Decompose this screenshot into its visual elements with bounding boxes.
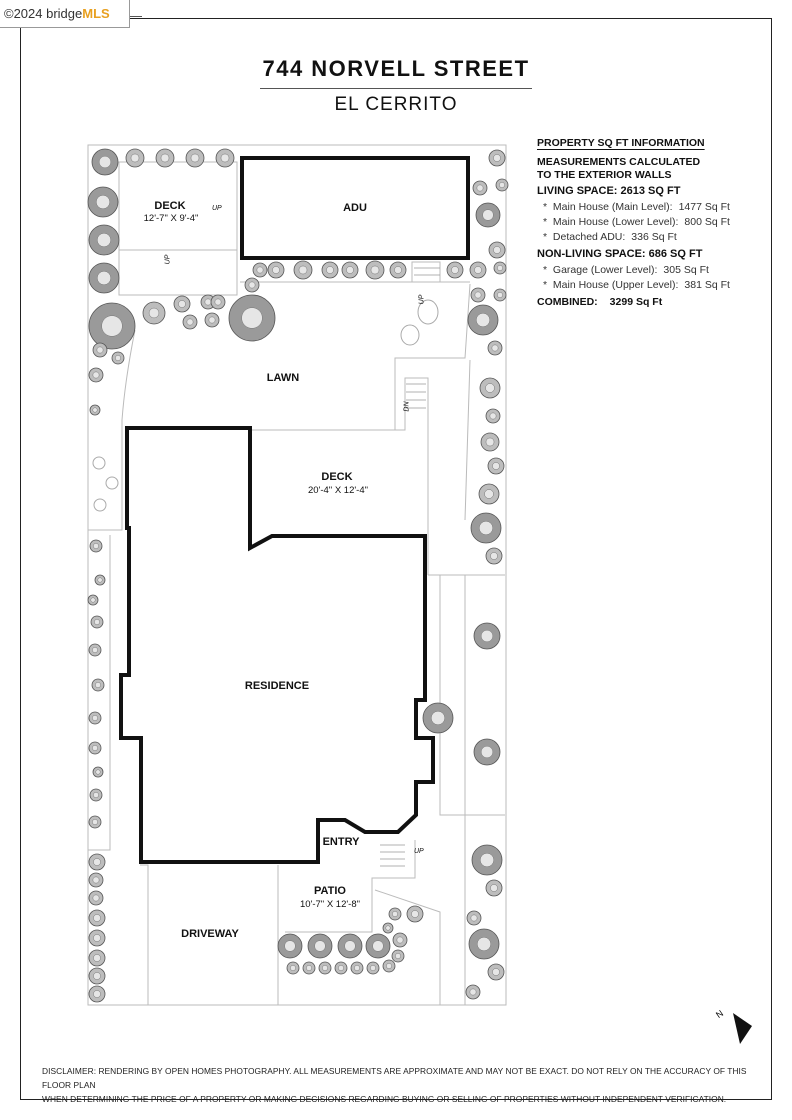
plant-icon bbox=[89, 368, 103, 382]
plant-icon bbox=[472, 845, 502, 875]
plant-icon bbox=[183, 315, 197, 329]
plant-icon bbox=[303, 962, 315, 974]
residence-outline bbox=[121, 428, 433, 862]
plant-icon bbox=[174, 296, 190, 312]
plant-icon bbox=[469, 929, 499, 959]
plant-icon bbox=[335, 962, 347, 974]
deck-stair-dn: DN bbox=[403, 401, 411, 412]
plant-icon bbox=[89, 712, 101, 724]
plant-icon bbox=[92, 679, 104, 691]
deck-top-label: DECK bbox=[154, 200, 186, 212]
combined-value: 3299 Sq Ft bbox=[609, 296, 663, 308]
disclaimer bbox=[42, 1064, 752, 1106]
plant-icon bbox=[278, 934, 302, 958]
patio-label: PATIO bbox=[314, 885, 346, 897]
plant-icon bbox=[322, 262, 338, 278]
plant-icon bbox=[466, 985, 480, 999]
deck-top-up: UP bbox=[212, 205, 222, 212]
living-item: * Main House (Lower Level): 800 Sq Ft bbox=[543, 216, 730, 228]
plant-icon bbox=[488, 341, 502, 355]
nonliving-item: * Garage (Lower Level): 305 Sq Ft bbox=[543, 264, 709, 276]
compass-arrow-icon bbox=[714, 1008, 752, 1044]
plant-icon bbox=[423, 703, 453, 733]
plant-icon bbox=[474, 739, 500, 765]
combined-label: COMBINED: bbox=[537, 296, 598, 308]
living-item-label: Main House (Lower Level): bbox=[552, 216, 679, 228]
combined-total bbox=[537, 296, 730, 309]
nonliving-space-title: NON-LIVING SPACE: 686 SQ FT bbox=[537, 248, 703, 260]
living-item-value: 336 Sq Ft bbox=[631, 231, 677, 243]
plant-icon bbox=[245, 278, 259, 292]
plant-icon bbox=[494, 289, 506, 301]
plant-icon bbox=[494, 262, 506, 274]
entry-up: UP bbox=[414, 848, 424, 855]
plant-icon bbox=[489, 242, 505, 258]
path-up: UP bbox=[418, 294, 426, 305]
plant-icon bbox=[479, 484, 499, 504]
sq-ft-info-panel bbox=[537, 137, 730, 309]
plant-icon bbox=[93, 343, 107, 357]
plant-icon bbox=[342, 262, 358, 278]
plant-icon bbox=[89, 968, 105, 984]
plant-icon bbox=[480, 378, 500, 398]
plant-icon bbox=[338, 934, 362, 958]
plant-icon bbox=[489, 150, 505, 166]
deck-top-up-2: UP bbox=[164, 254, 172, 265]
plant-icon bbox=[351, 962, 363, 974]
living-item-label: Detached ADU: bbox=[552, 231, 626, 243]
plant-icon bbox=[468, 305, 498, 335]
deck-main-label: DECK bbox=[321, 471, 353, 483]
plant-icon bbox=[216, 149, 234, 167]
site-lines bbox=[88, 162, 505, 1005]
plant-icon bbox=[383, 960, 395, 972]
plant-icon bbox=[89, 854, 105, 870]
plant-icon bbox=[90, 405, 100, 415]
plant-icon bbox=[253, 263, 267, 277]
nonliving-item-value: 305 Sq Ft bbox=[663, 264, 709, 276]
plant-icon bbox=[389, 908, 401, 920]
plant-icon bbox=[393, 933, 407, 947]
plant-icon bbox=[488, 964, 504, 980]
living-item: * Detached ADU: 336 Sq Ft bbox=[543, 231, 677, 243]
watermark-brand: MLS bbox=[82, 6, 110, 21]
plant-icon bbox=[89, 816, 101, 828]
info-header: PROPERTY SQ FT INFORMATION bbox=[537, 137, 705, 149]
entry-label: ENTRY bbox=[322, 836, 360, 848]
disclaimer-line1: DISCLAIMER: RENDERING BY OPEN HOMES PHOTOGRAPHY. ALL MEASUREMENTS ARE APPROXIMATE AND MAY NOT BE EXACT. DO NOT RELY ON THE ACCURACY OF THIS FLOOR PLAN bbox=[42, 1066, 747, 1090]
plant-icon bbox=[268, 262, 284, 278]
nonliving-item: * Main House (Upper Level): 381 Sq Ft bbox=[543, 279, 730, 291]
plant-icon bbox=[367, 962, 379, 974]
plant-icon bbox=[486, 409, 500, 423]
plant-icon bbox=[486, 548, 502, 564]
nonliving-item-value: 381 Sq Ft bbox=[684, 279, 730, 291]
plant-icon bbox=[89, 303, 135, 349]
lawn-label: LAWN bbox=[266, 372, 300, 384]
plant-icon bbox=[392, 950, 404, 962]
plant-icon bbox=[89, 225, 119, 255]
adu-label: ADU bbox=[343, 202, 367, 214]
plant-icon bbox=[89, 986, 105, 1002]
plant-icon bbox=[390, 262, 406, 278]
plant-icon bbox=[366, 934, 390, 958]
plant-icon bbox=[156, 149, 174, 167]
plant-icon bbox=[211, 295, 225, 309]
plant-icon bbox=[488, 458, 504, 474]
plant-icon bbox=[496, 179, 508, 191]
plant-icon bbox=[89, 930, 105, 946]
plant-icon bbox=[308, 934, 332, 958]
plant-icon bbox=[407, 906, 423, 922]
plant-icon bbox=[89, 950, 105, 966]
deck-top-dimensions: 12'-7" X 9'-4" bbox=[143, 213, 199, 224]
plant-icon bbox=[92, 149, 118, 175]
plant-icon bbox=[447, 262, 463, 278]
plant-icon bbox=[229, 295, 275, 341]
plant-icon bbox=[93, 767, 103, 777]
plant-icon bbox=[486, 880, 502, 896]
plant-icon bbox=[481, 433, 499, 451]
disclaimer-line2: WHEN DETERMINING THE PRICE OF A PROPERTY OR MAKING DECISIONS REGARDING BUYING OR SELLING OF PROPERTIES WITHOUT INDEPENDENT VERIFICATION. bbox=[42, 1094, 727, 1104]
plant-icon bbox=[126, 149, 144, 167]
info-note-line1: MEASUREMENTS CALCULATED bbox=[537, 156, 701, 168]
plant-icon bbox=[90, 540, 102, 552]
plant-icon bbox=[89, 263, 119, 293]
living-item-value: 800 Sq Ft bbox=[684, 216, 730, 228]
plant-icon bbox=[383, 923, 393, 933]
plant-icon bbox=[88, 187, 118, 217]
plant-icon bbox=[467, 911, 481, 925]
plant-icon bbox=[319, 962, 331, 974]
plant-icon bbox=[89, 873, 103, 887]
plant-icon bbox=[186, 149, 204, 167]
driveway-label: DRIVEWAY bbox=[181, 928, 239, 940]
property-address: 744 NORVELL STREET bbox=[262, 56, 530, 81]
living-item-label: Main House (Main Level): bbox=[552, 201, 673, 213]
plant-icon bbox=[287, 962, 299, 974]
plant-icon bbox=[88, 595, 98, 605]
plant-icon bbox=[294, 261, 312, 279]
nonliving-item-label: Main House (Upper Level): bbox=[552, 279, 679, 291]
plant-icon bbox=[90, 789, 102, 801]
nonliving-item-label: Garage (Lower Level): bbox=[552, 264, 658, 276]
patio-dimensions: 10'-7" X 12'-8" bbox=[299, 899, 360, 910]
plant-icon bbox=[91, 616, 103, 628]
plant-icon bbox=[471, 288, 485, 302]
plant-icon bbox=[143, 302, 165, 324]
plant-icon bbox=[470, 262, 486, 278]
plant-icon bbox=[366, 261, 384, 279]
plant-icon bbox=[474, 623, 500, 649]
plant-icon bbox=[89, 910, 105, 926]
living-item-value: 1477 Sq Ft bbox=[678, 201, 730, 213]
plant-icon bbox=[89, 742, 101, 754]
info-note-line2: TO THE EXTERIOR WALLS bbox=[537, 169, 672, 181]
plant-icon bbox=[89, 644, 101, 656]
property-city: EL CERRITO bbox=[334, 94, 458, 115]
plant-icon bbox=[205, 313, 219, 327]
compass-n: N bbox=[714, 1008, 726, 1021]
deck-main-dimensions: 20'-4" X 12'-4" bbox=[307, 485, 368, 496]
plant-icon bbox=[471, 513, 501, 543]
plant-icon bbox=[476, 203, 500, 227]
plant-icon bbox=[89, 891, 103, 905]
watermark-prefix: ©2024 bridge bbox=[4, 6, 83, 21]
plant-icon bbox=[112, 352, 124, 364]
plant-icon bbox=[95, 575, 105, 585]
living-item: * Main House (Main Level): 1477 Sq Ft bbox=[543, 201, 730, 213]
plant-icon bbox=[473, 181, 487, 195]
residence-label: RESIDENCE bbox=[244, 680, 310, 692]
living-space-title: LIVING SPACE: 2613 SQ FT bbox=[537, 185, 681, 197]
